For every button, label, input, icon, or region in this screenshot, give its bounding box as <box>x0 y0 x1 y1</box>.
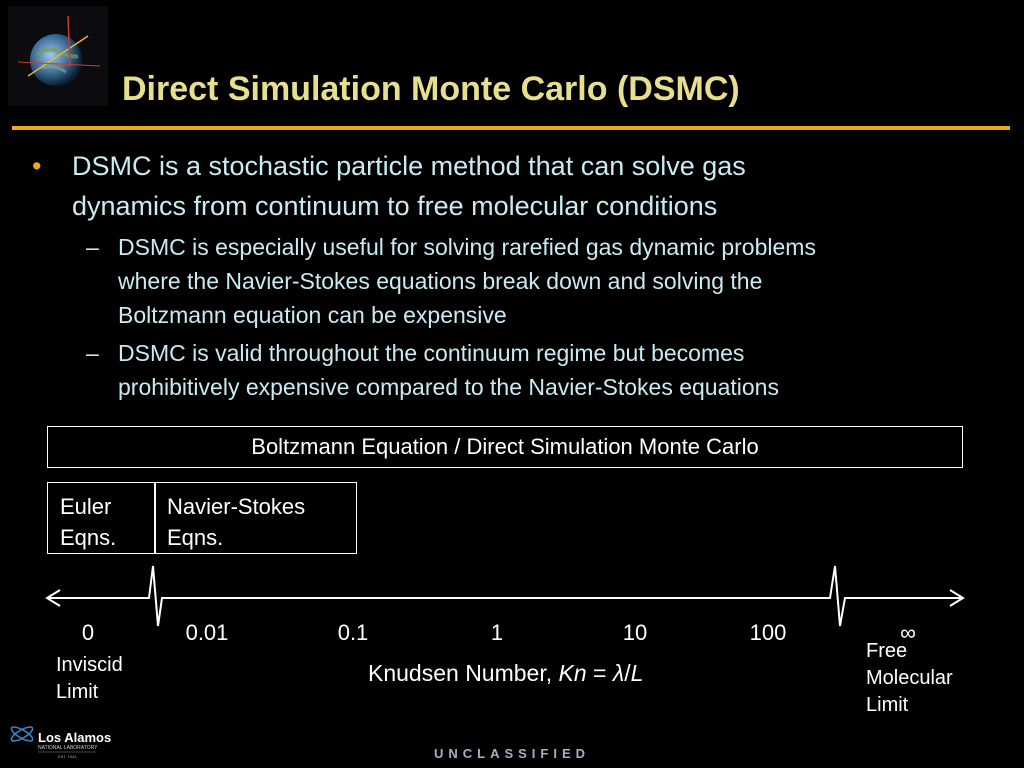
tick-label-0: 0 <box>81 620 95 645</box>
bullet-list <box>28 146 998 404</box>
globe-logo-icon <box>8 6 108 106</box>
sub-bullet-2-line-2: prohibitively expensive compared to the Navier-Stokes equations <box>118 374 779 400</box>
kn-symbol: Kn <box>558 660 587 686</box>
l-symbol: L <box>630 660 644 686</box>
main-bullet-line-2: dynamics from continuum to free molecular conditions <box>72 191 718 221</box>
lambda-symbol: λ <box>612 660 625 686</box>
ns-box-line-1: Navier-Stokes <box>167 494 306 519</box>
atom-icon <box>10 725 35 744</box>
slide-title: Direct Simulation Monte Carlo (DSMC) <box>122 70 740 108</box>
sub-bullet-1-line-3: Boltzmann equation can be expensive <box>118 302 507 328</box>
inviscid-line-1: Inviscid <box>56 654 123 676</box>
knudsen-axis <box>0 555 1024 635</box>
inviscid-line-2: Limit <box>56 681 99 703</box>
sub-bullet-marker: – <box>86 234 99 260</box>
knudsen-text: Knudsen Number, <box>368 660 559 686</box>
euler-box-line-1: Euler <box>60 494 112 519</box>
free-molecular-limit-label <box>866 638 953 719</box>
tick-label-1: 1 <box>490 620 504 645</box>
bullet-marker: • <box>32 151 42 181</box>
tick-label-10: 10 <box>622 620 648 645</box>
equals-sign: = <box>586 660 613 686</box>
tick-label-0.1: 0.1 <box>337 620 369 645</box>
free-line-2: Molecular <box>866 667 953 689</box>
ns-box-line-2: Eqns. <box>167 525 224 550</box>
slash-sign: / <box>624 660 631 686</box>
tick-label-infinity: ∞ <box>900 620 916 645</box>
tick-label-100: 100 <box>749 620 787 645</box>
tick-label-0.01: 0.01 <box>185 620 229 645</box>
classification-label: UNCLASSIFIED <box>433 746 591 761</box>
sub-bullet-1 <box>28 230 998 332</box>
sub-bullet-2-line-1: DSMC is valid throughout the continuum regime but becomes <box>118 340 745 366</box>
main-bullet <box>28 146 998 226</box>
sub-bullet-2 <box>28 336 998 404</box>
main-bullet-line-1: DSMC is a stochastic particle method that can solve gas <box>72 151 746 181</box>
logo-est: EST. 1943 <box>58 754 77 759</box>
boltzmann-dsmc-box: Boltzmann Equation / Direct Simulation Monte Carlo <box>47 426 963 468</box>
euler-box-line-2: Eqns. <box>60 525 117 550</box>
logo-subtext: NATIONAL LABORATORY <box>38 745 98 751</box>
inviscid-limit-label <box>56 652 123 706</box>
logo-text: Los Alamos <box>38 730 112 745</box>
title-divider <box>12 126 1010 130</box>
knudsen-number-label <box>368 660 643 687</box>
free-line-3: Limit <box>866 694 909 716</box>
axis-line <box>48 566 962 626</box>
euler-box <box>47 482 155 554</box>
sub-bullet-1-line-2: where the Navier-Stokes equations break down and solving the <box>118 268 763 294</box>
sub-bullet-1-line-1: DSMC is especially useful for solving rarefied gas dynamic problems <box>118 234 816 260</box>
free-line-1: Free <box>866 640 908 662</box>
navier-stokes-box <box>155 482 357 554</box>
sub-bullet-marker: – <box>86 340 99 366</box>
